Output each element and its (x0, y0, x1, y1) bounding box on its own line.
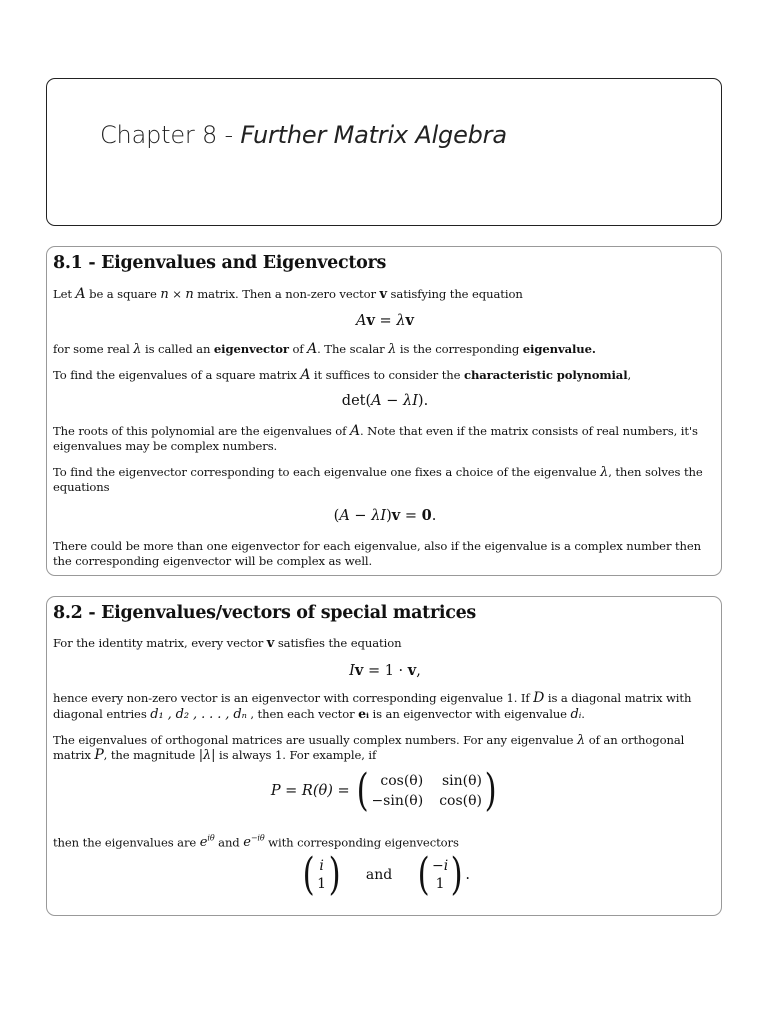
paragraph: There could be more than one eigenvector for each eigenvalue, also if the eigenvalue is a complex number then the corresponding eigenvector will be complex as well. (53, 539, 702, 568)
exponent-positive: $e^{i\theta}$ (199, 834, 215, 851)
section-title: 8.2 - Eigenvalues/vectors of special matrices (53, 603, 476, 623)
eigenvector-2: ( −i 1 ) (417, 849, 463, 900)
paragraph: Let A be a square n × n matrix. Then a non-zero vector v satisfying the equation (53, 286, 523, 302)
paragraph: The roots of this polynomial are the eigenvalues of A. Note that even if the matrix consists of real numbers, it's eigenvalues may be complex numbers. (53, 423, 698, 453)
paragraph: for some real λ is called an eigenvector of A. The scalar λ is the corresponding eigenvalue. (53, 341, 596, 357)
paragraph: hence every non-zero vector is an eigenvector with corresponding eigenvalue 1. If D is a diagonal matrix with diagonal entries d₁ , d₂ , . . . , dₙ , then each vector eᵢ is an eigenvector with eigenvalue dᵢ. (53, 690, 692, 722)
section-special-matrices-box (46, 596, 722, 916)
rotation-matrix: ( cos(θ) sin(θ) −sin(θ) cos(θ) ) (356, 765, 497, 816)
paragraph: The eigenvalues of orthogonal matrices are usually complex numbers. For any eigenvalue λ of an orthogonal matrix P, the magnitude |λ| is always 1. For example, if (53, 733, 685, 763)
equation: det(A − λI). (341, 393, 429, 409)
eigenvector-pair: ( i 1 ) and ( −i 1 ) . (47, 853, 723, 897)
section-title: 8.1 - Eigenvalues and Eigenvectors (53, 253, 386, 273)
paragraph: To find the eigenvalues of a square matrix A it suffices to consider the characteristic polynomial, (53, 367, 632, 383)
chapter-subtitle: Further Matrix Algebra (240, 121, 507, 149)
paragraph: then the eigenvalues are $e^{i\theta}$ and $e^{-i\theta}$ with corresponding eigenvectors (53, 834, 459, 851)
matrix-equation: P = R(θ) = ( cos(θ) sin(θ) −sin(θ) cos(θ) ) (47, 769, 723, 813)
chapter-title (100, 121, 507, 149)
section-eigenvalues-box (46, 246, 722, 576)
exponent-negative: $e^{-i\theta}$ (243, 834, 265, 851)
chapter-header-box (46, 78, 722, 226)
equation: Av = λv (356, 312, 414, 329)
eigenvector-1: ( i 1 ) (302, 849, 341, 900)
paragraph: For the identity matrix, every vector v satisfies the equation (53, 636, 402, 651)
equation: (A − λI)v = 0. (333, 507, 437, 524)
paragraph: To find the eigenvector corresponding to each eigenvalue one fixes a choice of the eigenvalue λ, then solves the equations (53, 465, 703, 494)
equation: Iv = 1 · v, (349, 662, 421, 679)
chapter-prefix: Chapter 8 - (100, 121, 241, 149)
